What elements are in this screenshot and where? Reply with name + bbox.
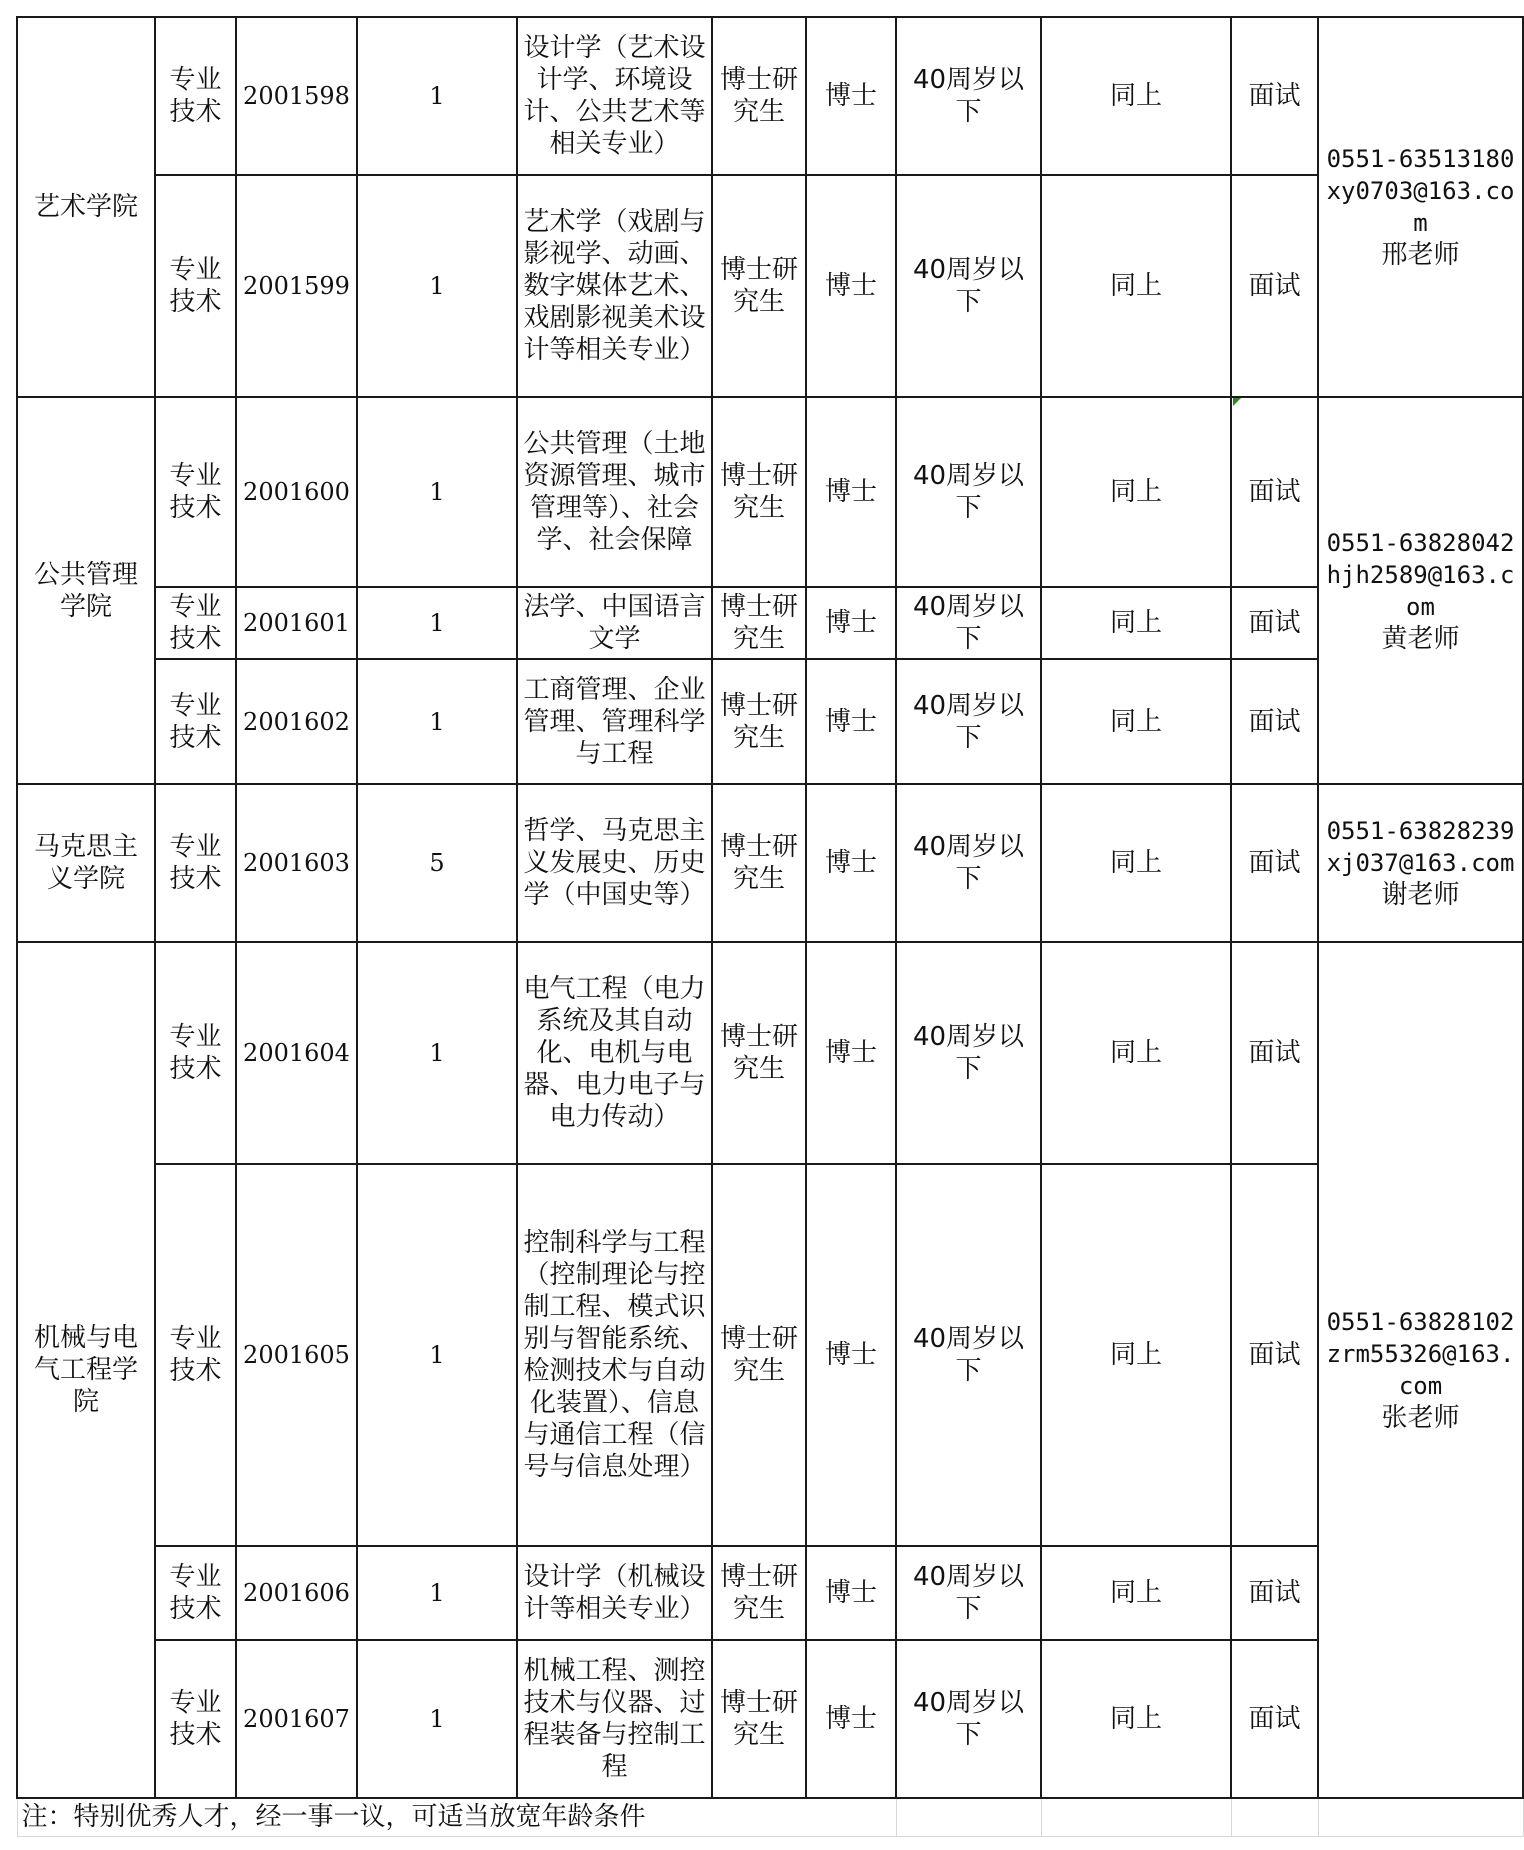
education-cell: 博士研究生 — [712, 942, 806, 1164]
education-cell: 博士研究生 — [712, 17, 806, 175]
empty-cell — [1041, 1798, 1231, 1836]
position-code-cell: 2001602 — [236, 659, 357, 784]
education-cell: 博士研究生 — [712, 1164, 806, 1546]
table-row — [17, 942, 1523, 1164]
contact-phone: 0551-63513180 — [1326, 145, 1515, 173]
headcount-cell: 1 — [357, 942, 517, 1164]
position-code-cell: 2001598 — [236, 17, 357, 175]
table-note: 注：特别优秀人才，经一事一议，可适当放宽年龄条件 — [17, 1798, 896, 1836]
age-cell: 40周岁以下 — [896, 175, 1041, 397]
other-requirement-cell: 同上 — [1041, 17, 1231, 175]
exam-method-cell: 面试 — [1231, 175, 1318, 397]
headcount-cell: 1 — [357, 587, 517, 659]
contact-cell — [1318, 397, 1523, 784]
contact-email: hjh2589@163.com — [1326, 560, 1515, 621]
contact-cell — [1318, 784, 1523, 942]
table-row — [17, 175, 1523, 397]
contact-phone: 0551-63828239 — [1326, 817, 1515, 845]
department-name: 公共管理学院 — [17, 397, 155, 784]
age-cell: 40周岁以下 — [896, 17, 1041, 175]
major-cell: 艺术学（戏剧与影视学、动画、数字媒体艺术、戏剧影视美术设计等相关专业） — [517, 175, 712, 397]
other-requirement-cell: 同上 — [1041, 1640, 1231, 1798]
headcount-cell: 1 — [357, 659, 517, 784]
empty-cell — [896, 1798, 1041, 1836]
degree-cell: 博士 — [806, 784, 896, 942]
major-cell: 设计学（艺术设计学、环境设计、公共艺术等相关专业） — [517, 17, 712, 175]
degree-cell: 博士 — [806, 587, 896, 659]
headcount-cell: 5 — [357, 784, 517, 942]
education-cell: 博士研究生 — [712, 1546, 806, 1640]
position-code-cell: 2001599 — [236, 175, 357, 397]
major-cell: 公共管理（土地资源管理、城市管理等）、社会学、社会保障 — [517, 397, 712, 587]
degree-cell: 博士 — [806, 659, 896, 784]
contact-phone: 0551-63828102 — [1326, 1308, 1515, 1336]
contact-person: 邢老师 — [1381, 240, 1460, 270]
category-cell: 专业技术 — [155, 942, 236, 1164]
category-cell: 专业技术 — [155, 1164, 236, 1546]
degree-cell: 博士 — [806, 1546, 896, 1640]
category-cell: 专业技术 — [155, 587, 236, 659]
age-cell: 40周岁以下 — [896, 1640, 1041, 1798]
age-cell: 40周岁以下 — [896, 1546, 1041, 1640]
contact-person: 张老师 — [1381, 1403, 1460, 1433]
headcount-cell: 1 — [357, 397, 517, 587]
other-requirement-cell: 同上 — [1041, 175, 1231, 397]
contact-cell — [1318, 17, 1523, 397]
other-requirement-cell: 同上 — [1041, 1164, 1231, 1546]
exam-method-cell: 面试 — [1231, 1640, 1318, 1798]
department-name: 马克思主义学院 — [17, 784, 155, 942]
empty-cell — [1318, 1798, 1523, 1836]
headcount-cell: 1 — [357, 1640, 517, 1798]
exam-method-cell: 面试 — [1231, 1546, 1318, 1640]
age-cell: 40周岁以下 — [896, 659, 1041, 784]
category-cell: 专业技术 — [155, 784, 236, 942]
exam-method-cell: 面试 — [1231, 1164, 1318, 1546]
exam-method-cell: 面试 — [1231, 659, 1318, 784]
age-cell: 40周岁以下 — [896, 397, 1041, 587]
table-row — [17, 1546, 1523, 1640]
headcount-cell: 1 — [357, 175, 517, 397]
age-cell: 40周岁以下 — [896, 942, 1041, 1164]
age-cell: 40周岁以下 — [896, 1164, 1041, 1546]
category-cell: 专业技术 — [155, 397, 236, 587]
position-code-cell: 2001607 — [236, 1640, 357, 1798]
position-code-cell: 2001606 — [236, 1546, 357, 1640]
category-cell: 专业技术 — [155, 17, 236, 175]
major-cell: 设计学（机械设计等相关专业） — [517, 1546, 712, 1640]
position-code-cell: 2001605 — [236, 1164, 357, 1546]
note-row — [17, 1798, 1523, 1836]
table-row — [17, 1640, 1523, 1798]
recruitment-table — [16, 16, 1524, 1837]
major-cell: 机械工程、测控技术与仪器、过程装备与控制工程 — [517, 1640, 712, 1798]
table-row — [17, 587, 1523, 659]
degree-cell: 博士 — [806, 397, 896, 587]
table-row — [17, 397, 1523, 587]
education-cell: 博士研究生 — [712, 1640, 806, 1798]
position-code-cell: 2001601 — [236, 587, 357, 659]
major-cell: 法学、中国语言文学 — [517, 587, 712, 659]
category-cell: 专业技术 — [155, 1546, 236, 1640]
education-cell: 博士研究生 — [712, 397, 806, 587]
position-code-cell: 2001603 — [236, 784, 357, 942]
age-cell: 40周岁以下 — [896, 784, 1041, 942]
contact-email: zrm55326@163.com — [1326, 1340, 1515, 1400]
degree-cell: 博士 — [806, 1640, 896, 1798]
degree-cell: 博士 — [806, 175, 896, 397]
headcount-cell: 1 — [357, 17, 517, 175]
contact-person: 黄老师 — [1381, 623, 1460, 654]
table-row — [17, 1164, 1523, 1546]
major-cell: 哲学、马克思主义发展史、历史学（中国史等） — [517, 784, 712, 942]
major-cell: 控制科学与工程（控制理论与控制工程、模式识别与智能系统、检测技术与自动化装置）、信息与通信工程（信号与信息处理） — [517, 1164, 712, 1546]
exam-method-cell: 面试 — [1231, 942, 1318, 1164]
category-cell: 专业技术 — [155, 175, 236, 397]
contact-cell — [1318, 942, 1523, 1798]
other-requirement-cell: 同上 — [1041, 784, 1231, 942]
degree-cell: 博士 — [806, 942, 896, 1164]
degree-cell: 博士 — [806, 1164, 896, 1546]
department-name: 艺术学院 — [17, 17, 155, 397]
other-requirement-cell: 同上 — [1041, 1546, 1231, 1640]
major-cell: 工商管理、企业管理、管理科学与工程 — [517, 659, 712, 784]
exam-method-cell: 面试 — [1231, 587, 1318, 659]
department-name: 机械与电气工程学院 — [17, 942, 155, 1798]
table-row — [17, 784, 1523, 942]
table-row — [17, 17, 1523, 175]
contact-email: xy0703@163.com — [1326, 177, 1515, 237]
contact-person: 谢老师 — [1381, 880, 1460, 910]
other-requirement-cell: 同上 — [1041, 942, 1231, 1164]
exam-method-cell: 面试 — [1231, 784, 1318, 942]
education-cell: 博士研究生 — [712, 587, 806, 659]
age-cell: 40周岁以下 — [896, 587, 1041, 659]
table-body — [17, 17, 1523, 1836]
headcount-cell: 1 — [357, 1546, 517, 1640]
exam-method-cell: 面试 — [1231, 17, 1318, 175]
category-cell: 专业技术 — [155, 659, 236, 784]
category-cell: 专业技术 — [155, 1640, 236, 1798]
headcount-cell: 1 — [357, 1164, 517, 1546]
position-code-cell: 2001604 — [236, 942, 357, 1164]
empty-cell — [1231, 1798, 1318, 1836]
cell-comment-marker-icon — [1233, 398, 1241, 406]
contact-email: xj037@163.com — [1326, 849, 1515, 877]
education-cell: 博士研究生 — [712, 659, 806, 784]
contact-phone: 0551-63828042 — [1326, 528, 1515, 557]
other-requirement-cell: 同上 — [1041, 659, 1231, 784]
major-cell: 电气工程（电力系统及其自动化、电机与电器、电力电子与电力传动） — [517, 942, 712, 1164]
education-cell: 博士研究生 — [712, 784, 806, 942]
degree-cell: 博士 — [806, 17, 896, 175]
table-row — [17, 659, 1523, 784]
education-cell: 博士研究生 — [712, 175, 806, 397]
exam-method-cell: 面试 — [1231, 397, 1318, 587]
other-requirement-cell: 同上 — [1041, 397, 1231, 587]
other-requirement-cell: 同上 — [1041, 587, 1231, 659]
position-code-cell: 2001600 — [236, 397, 357, 587]
